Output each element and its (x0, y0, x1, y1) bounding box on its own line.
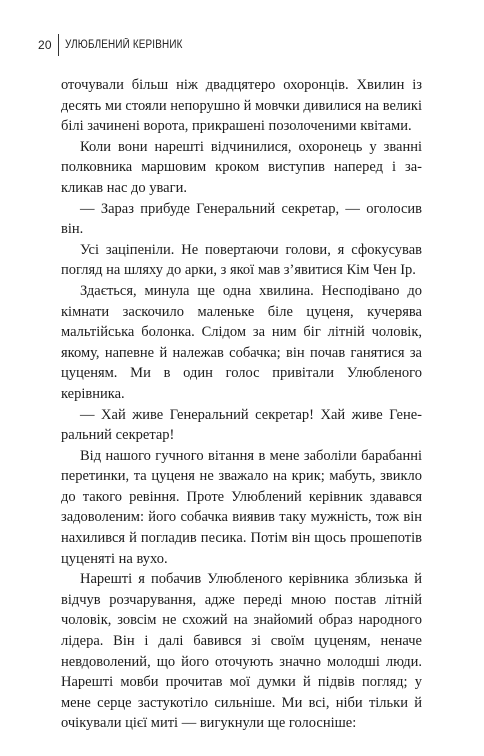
paragraph: Здається, минула ще одна хвилина. Несподівано до кімнати заскочило маленьке біле цуценя, кучерява мальтійська болонка. Слідом за ним біг літній чоловік, якому, напевне й належав собачка; він почав ганятися за цуценям. Ми в один голос привітали Улюбленого керівника. (61, 282, 422, 402)
chapter-title: УЛЮБЛЕНИЙ КЕРІВНИК (65, 39, 183, 51)
body-text (61, 75, 422, 734)
running-head (38, 34, 202, 56)
paragraph: Від нашого гучного вітання в мене заболіли барабанні перетинки, та цуценя не зважало на крик; мабуть, звикло до такого ревіння. Проте Улюблений керівник здавався задоволеним: його собачка виявив таку мужність, тож він нахилився й погладив песика. Потім він щось прошепотів цуценяті на вухо. (61, 447, 422, 567)
paragraph: — Зараз прибуде Генеральний секретар, — оголосив він. (61, 200, 422, 238)
page-number: 20 (38, 38, 52, 52)
paragraph: Коли вони нарешті відчинилися, охоронець у званні полковника маршовим кроком виступив наперед і закликав нас до уваги. (61, 138, 422, 196)
paragraph: оточували більш ніж двадцятеро охоронців. Хвилин із десять ми стояли непорушно й мовчки дивилися на великі білі зачинені ворота, прикрашені позолоченими квітами. (61, 77, 422, 135)
paragraph: Усі заціпеніли. Не повертаючи голови, я сфокусував погляд на шляху до арки, з якої мав з’явитися Кім Чен Ір. (61, 241, 422, 279)
paragraph: — Хай живе Генеральний секретар! Хай живе Генеральний секретар! (61, 406, 422, 444)
paragraph: Нарешті я побачив Улюбленого керівника зблизька й відчув розчарування, адже переді мною постав літній чоловік, зовсім не схожий на знайомий образ народного лідера. Він і далі бавився зі своїм цуценям, неначе невдоволений, що його оточують значно молодші люди. Нарешті мовби прочитав мої думки й підвів погляд; у мене серце застукотіло сильніше. Ми всі, ніби тільки й очікували цієї миті — вигукнули ще голосніше: (61, 571, 422, 732)
header-divider (58, 34, 59, 56)
